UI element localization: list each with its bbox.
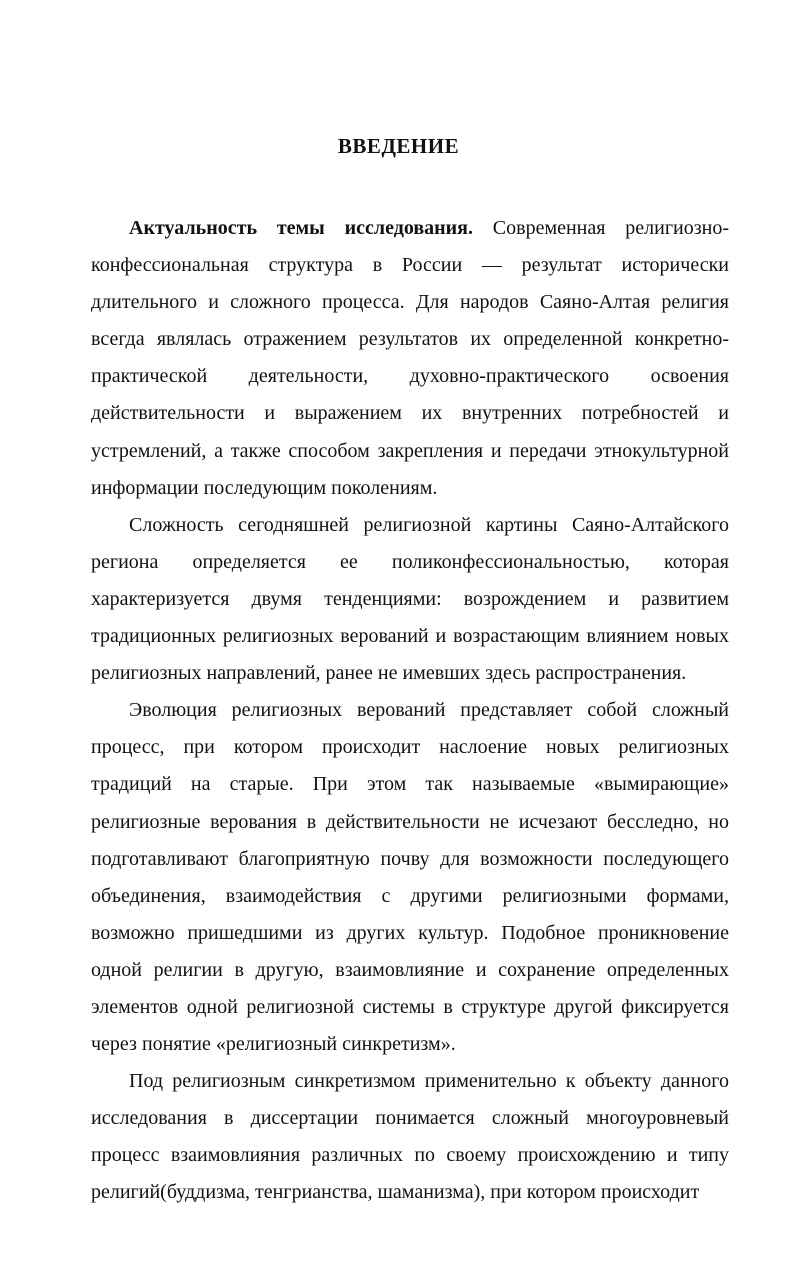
- text-line: практической деятельности, духовно-практического освоения: [91, 365, 729, 388]
- text-line: элементов одной религиозной системы в структуре другой фиксируется: [91, 995, 729, 1018]
- paragraph-relevance: [91, 210, 729, 507]
- text-line: Сложность сегодняшней религиозной картины Саяно-Алтайского: [129, 513, 729, 536]
- text-line: процесс, при котором происходит наслоение новых религиозных: [91, 736, 729, 759]
- text-line: информации последующим поколениям.: [91, 476, 438, 499]
- paragraph-evolution: [91, 692, 729, 1063]
- text-line: подготавливают благоприятную почву для возможности последующего: [91, 847, 729, 870]
- text-line: исследования в диссертации понимается сложный многоуровневый: [91, 1107, 729, 1130]
- page-title: ВВЕДЕНИЕ: [337, 134, 460, 158]
- text-line: религиозные верования в действительности не исчезают бесследно, но: [91, 810, 729, 833]
- text-line: характеризуется двумя тенденциями: возрождением и развитием: [91, 587, 729, 610]
- text-line: одной религии в другую, взаимовлияние и сохранение определенных: [91, 958, 729, 981]
- text-line: региона определяется ее поликонфессиональностью, которая: [91, 550, 729, 573]
- text-line: традиций на старые. При этом так называемые «вымирающие»: [91, 773, 729, 796]
- paragraph-lead: Актуальность темы исследования.: [129, 217, 473, 239]
- text-line: устремлений, а также способом закрепления и передачи этнокультурной: [91, 439, 729, 462]
- text-line: процесс взаимовлияния различных по своему происхождению и типу: [91, 1144, 729, 1167]
- text-line: Под религиозным синкретизмом применительно к объекту данного: [129, 1070, 729, 1093]
- text-line: объединения, взаимодействия с другими религиозными формами,: [91, 884, 729, 907]
- text-line: религиозных направлений, ранее не имевших здесь распространения.: [91, 662, 687, 685]
- text-line: возможно пришедшими из других культур. Подобное проникновение: [91, 921, 729, 944]
- text-line: длительного и сложного процесса. Для народов Саяно-Алтая религия: [91, 291, 729, 314]
- text-line: всегда являлась отражением результатов их определенной конкретно-: [91, 328, 729, 351]
- text-line: традиционных религиозных верований и возрастающим влиянием новых: [91, 625, 729, 648]
- text-line: религий(буддизма, тенгрианства, шаманизма), при котором происходит: [91, 1181, 700, 1204]
- text-line: конфессиональная структура в России — результат исторически: [91, 254, 729, 277]
- text-line: Актуальность темы исследования. Современная религиозно-: [129, 217, 729, 239]
- text-line: через понятие «религиозный синкретизм».: [91, 1033, 456, 1056]
- paragraph-syncretism: [91, 1063, 729, 1211]
- paragraph-complexity: [91, 507, 729, 692]
- document-body: [91, 210, 729, 1212]
- text-line: действительности и выражением их внутренних потребностей и: [91, 402, 729, 425]
- text-line: Эволюция религиозных верований представляет собой сложный: [129, 699, 729, 722]
